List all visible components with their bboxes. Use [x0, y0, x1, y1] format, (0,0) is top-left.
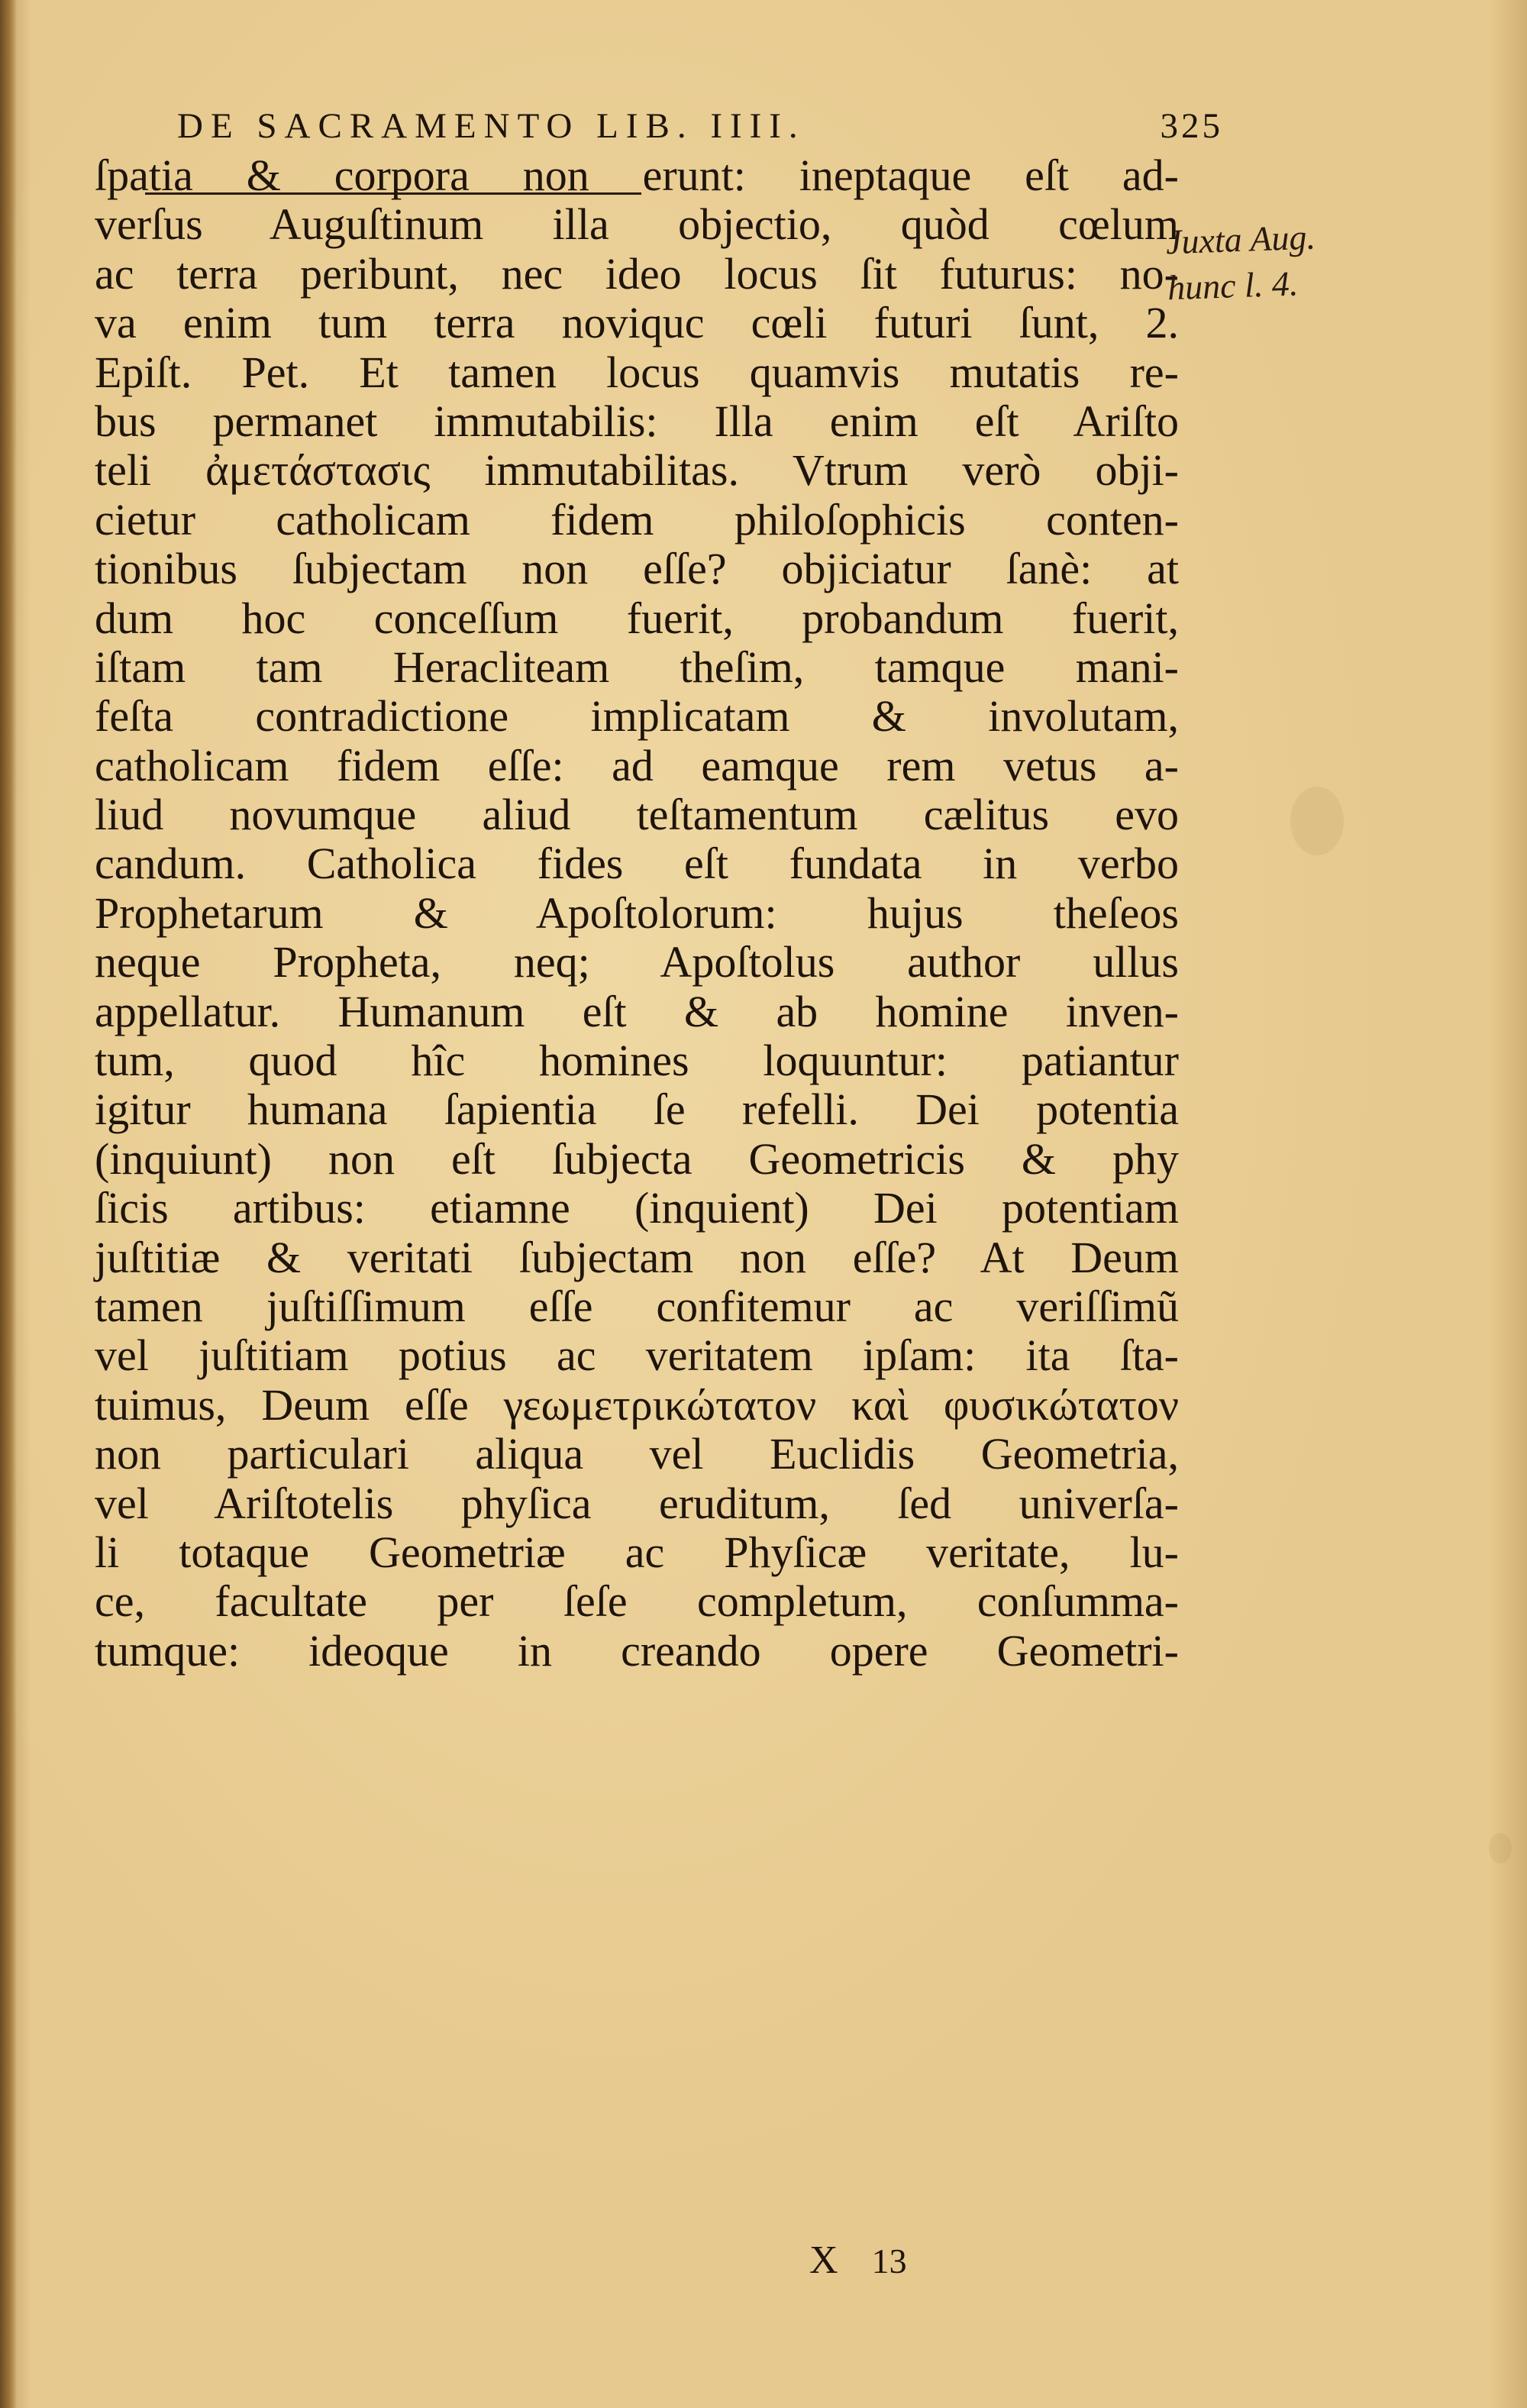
text-line: tuimus, Deum eſſe γεωμετρικώτατον καὶ φυσικώτατον [95, 1379, 1179, 1430]
text-line: li totaque Geometriæ ac Phyſicæ veritate, lu- [95, 1527, 1179, 1577]
text-line: cietur catholicam fidem philoſophicis conten- [95, 494, 1179, 545]
text-line: tum, quod hîc homines loquuntur: patiantur [95, 1036, 1179, 1086]
text-line: ſpatia & corpora non erunt: ineptaque eſt ad- [95, 150, 1179, 200]
text-line: teli ἀμετάστασις immutabilitas. Vtrum verò obji- [95, 445, 1179, 496]
signature-line [809, 2238, 993, 2291]
text-line: candum. Catholica fides eſt fundata in verbo [95, 839, 1179, 889]
page-number: 325 [1160, 106, 1223, 146]
text-line: dum hoc conceſſum fuerit, probandum fuerit, [95, 593, 1179, 643]
text-line: appellatur. Humanum eſt & ab homine inven- [95, 986, 1179, 1036]
main-text-block [95, 151, 1179, 1676]
text-line: tionibus ſubjectam non eſſe? objiciatur ſanè: at [95, 544, 1179, 594]
text-line: neque Propheta, neq; Apoſtolus author ullus [95, 937, 1179, 987]
catchword: X [809, 2238, 838, 2282]
text-line: catholicam fidem eſſe: ad eamque rem vetus a- [95, 740, 1179, 790]
running-head [177, 105, 1223, 151]
text-line: tamen juſtiſſimum eſſe confitemur ac veriſſimũ [95, 1281, 1179, 1331]
text-line: bus permanet immutabilis: Illa enim eſt Ariſto [95, 396, 1179, 446]
text-line: tumque: ideoque in creando opere Geometri- [95, 1625, 1179, 1676]
page-gutter-edge [0, 0, 17, 2408]
text-line: Prophetarum & Apoſtolorum: hujus theſeos [95, 887, 1179, 938]
text-line: vel Ariſtotelis phyſica eruditum, ſed univerſa- [95, 1478, 1179, 1528]
signature-mark: 13 [871, 2242, 907, 2280]
text-line: juſtitiæ & veritati ſubjectam non eſſe? At Deum [95, 1232, 1179, 1282]
text-line: verſus Auguſtinum illa objectio, quòd cœlum [95, 199, 1179, 250]
paper-stain [1290, 787, 1344, 855]
text-line: va enim tum terra noviquc cœli futuri ſunt, 2. [95, 298, 1179, 348]
text-line: (inquiunt) non eſt ſubjecta Geometricis & phy [95, 1133, 1179, 1184]
text-line: Epiſt. Pet. Et tamen locus quamvis mutatis re- [95, 347, 1179, 397]
margin-note-line: Juxta Aug. [1165, 217, 1316, 262]
text-line: igitur humana ſapientia ſe refelli. Dei potentia [95, 1084, 1179, 1135]
margin-note-line: hunc l. 4. [1167, 263, 1299, 308]
text-line: ac terra peribunt, nec ideo locus ſit futurus: no- [95, 248, 1179, 299]
text-line: iſtam tam Heracliteam theſim, tamque mani- [95, 642, 1179, 692]
text-line: ſicis artibus: etiamne (inquient) Dei potentiam [95, 1183, 1179, 1233]
text-line: non particulari aliqua vel Euclidis Geometria, [95, 1429, 1179, 1479]
running-head-title: DE SACRAMENTO LIB. IIII. [177, 106, 805, 146]
paper-stain [1489, 1833, 1512, 1863]
text-line: vel juſtitiam potius ac veritatem ipſam: ita ſta- [95, 1330, 1179, 1381]
text-line: liud novumque aliud teſtamentum cælitus evo [95, 790, 1179, 840]
handwritten-margin-note [1165, 208, 1489, 312]
text-line: ce, facultate per ſeſe completum, conſumma- [95, 1576, 1179, 1627]
text-line: feſta contradictione implicatam & involutam, [95, 691, 1179, 742]
